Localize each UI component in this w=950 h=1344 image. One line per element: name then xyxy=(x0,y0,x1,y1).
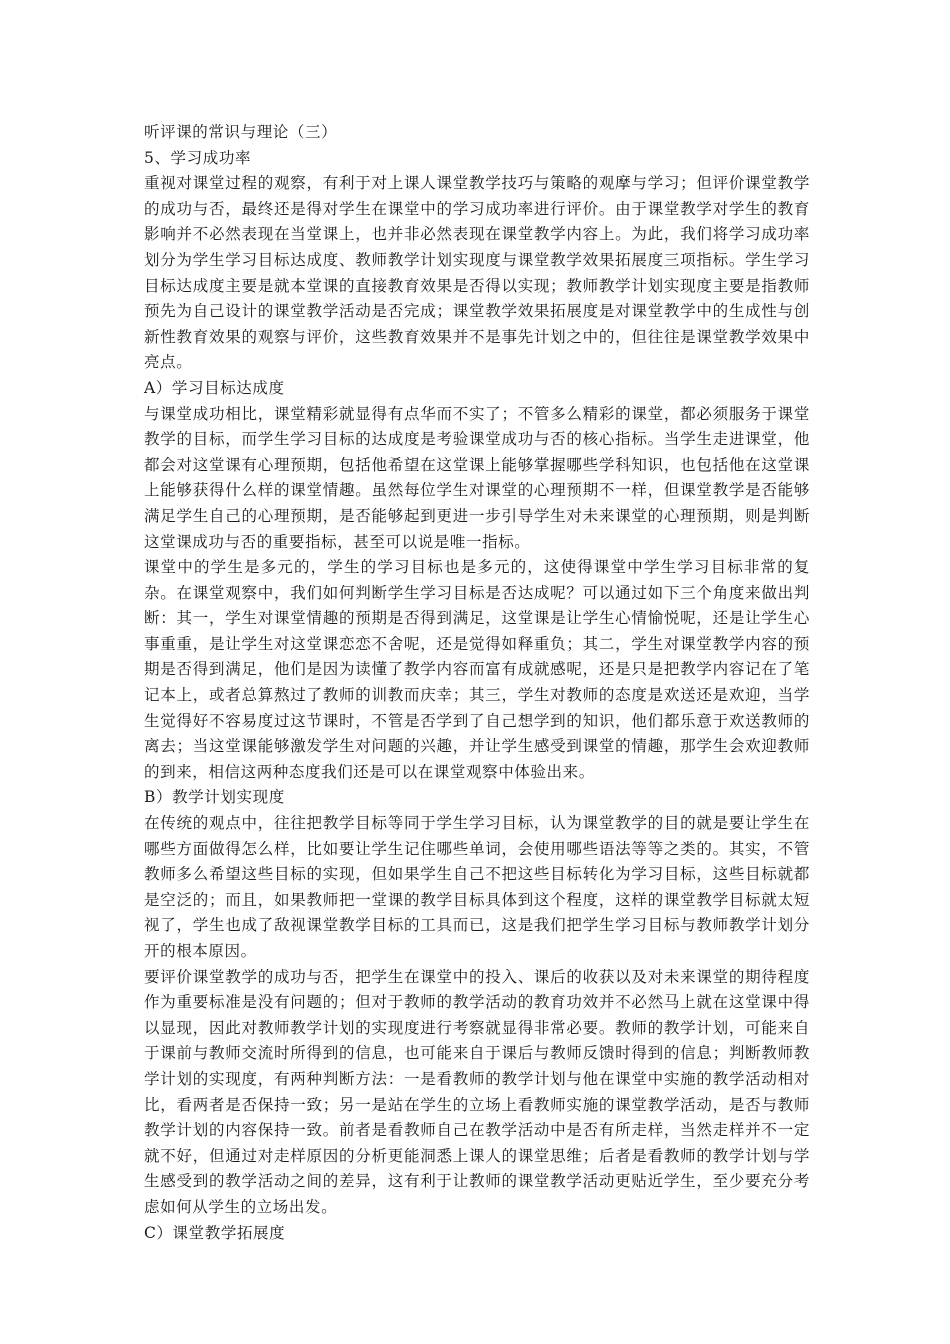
paragraph-b-2: 要评价课堂教学的成功与否，把学生在课堂中的投入、课后的收获以及对未来课堂的期待程度作为重要标准是没有问题的；但对于教师的教学活动的教育功效并不必然马上就在这堂课中得以显现，因此对教师教学计划的实现度进行考察就显得非常必要。教师的教学计划，可能来自于课前与教师交流时所得到的信息，也可能来自于课后与教师反馈时得到的信息；判断教师教学计划的实现度，有两种判断方法：一是看教师的教学计划与他在课堂中实施的教学活动相对比，看两者是否保持一致；另一是站在学生的立场上看教师实施的课堂教学活动，是否与教师教学计划的内容保持一致。前者是看教师自己在教学活动中是否有所走样，当然走样并不一定就不好，但通过对走样原因的分析更能洞悉上课人的课堂思维；后者是看教师的教学计划与学生感受到的教学活动之间的差异，这有利于让教师的课堂教学活动更贴近学生，至少要充分考虑如何从学生的立场出发。 xyxy=(144,967,810,1216)
paragraph-a-2: 课堂中的学生是多元的，学生的学习目标也是多元的，这使得课堂中学生学习目标非常的复杂。在课堂观察中，我们如何判断学生学习目标是否达成呢？可以通过如下三个角度来做出判断：其一，学生对课堂情趣的预期是否得到满足，这堂课是让学生心情愉悦呢，还是让学生心事重重，是让学生对这堂课恋恋不舍呢，还是觉得如释重负；其二，学生对课堂教学内容的预期是否得到满足，他们是因为读懂了教学内容而富有成就感呢，还是只是把教学内容记在了笔记本上，或者总算熬过了教师的训教而庆幸；其三，学生对教师的态度是欢送还是欢迎，当学生觉得好不容易度过这节课时，不管是否学到了自己想学到的知识，他们都乐意于欢送教师的离去；当这堂课能够激发学生对问题的兴趣，并让学生感受到课堂的情趣，那学生会欢迎教师的到来，相信这两种态度我们还是可以在课堂观察中体验出来。 xyxy=(144,558,810,781)
subheading-b: B）教学计划实现度 xyxy=(144,788,285,807)
paragraph-intro: 重视对课堂过程的观察，有利于对上课人课堂教学技巧与策略的观摩与学习；但评价课堂教学的成功与否，最终还是得对学生在课堂中的学习成功率进行评价。由于课堂教学对学生的教育影响并不必然表现在当堂课上，也并非必然表现在课堂教学内容上。为此，我们将学习成功率划分为学生学习目标达成度、教师教学计划实现度与课堂教学效果拓展度三项指标。学生学习目标达成度主要是就本堂课的直接教育效果是否得以实现；教师教学计划实现度主要是指教师预先为自己设计的课堂教学活动是否完成；课堂教学效果拓展度是对课堂教学中的生成性与创新性教育效果的观察与评价，这些教育效果并不是事先计划之中的，但往往是课堂教学效果中亮点。 xyxy=(144,174,810,372)
document-page xyxy=(144,120,810,1246)
paragraph-b-1: 在传统的观点中，往往把教学目标等同于学生学习目标，认为课堂教学的目的就是要让学生在哪些方面做得怎么样，比如要让学生记住哪些单词，会使用哪些语法等等之类的。其实，不管教师多么希望这些目标的实现，但如果学生自己不把这些目标转化为学习目标，这些目标就都是空泛的；而且，如果教师把一堂课的教学目标具体到这个程度，这样的课堂教学目标就太短视了，学生也成了敌视课堂教学目标的工具而已，这是我们把学生学习目标与教师教学计划分开的根本原因。 xyxy=(144,814,810,960)
subheading-c: C）课堂教学拓展度 xyxy=(144,1223,286,1242)
document-title: 听评课的常识与理论（三） xyxy=(144,123,338,141)
subheading-a: A）学习目标达成度 xyxy=(144,378,285,397)
paragraph-a-1: 与课堂成功相比，课堂精彩就显得有点华而不实了；不管多么精彩的课堂，都必须服务于课堂教学的目标，而学生学习目标的达成度是考验课堂成功与否的核心指标。当学生走进课堂，他都会对这堂课有心理预期，包括他希望在这堂课上能够掌握哪些学科知识，也包括他在这堂课上能够获得什么样的课堂情趣。虽然每位学生对课堂的心理预期不一样，但课堂教学是否能够满足学生自己的心理预期，是否能够起到更进一步引导学生对未来课堂的心理预期，则是判断这堂课成功与否的重要指标，甚至可以说是唯一指标。 xyxy=(144,404,810,551)
section-heading: 5、学习成功率 xyxy=(144,148,252,167)
